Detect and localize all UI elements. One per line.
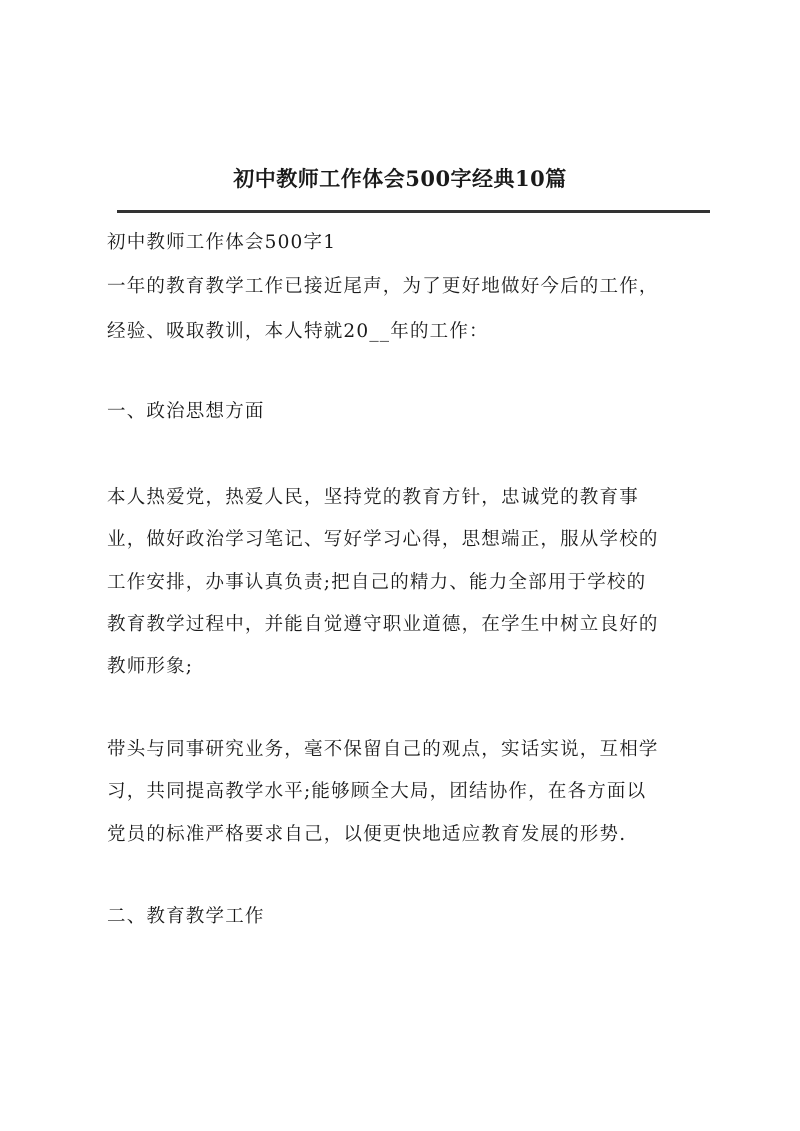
title-divider [117,210,710,213]
article-subtitle: 初中教师工作体会500字1 [107,232,337,253]
paragraph-line: 带头与同事研究业务，毫不保留自己的观点，实话实说，互相学 [107,739,659,760]
section-heading-politics: 一、政治思想方面 [107,401,265,422]
paragraph-line: 业，做好政治学习笔记、写好学习心得，思想端正，服从学校的 [107,529,659,550]
paragraph-line: 本人热爱党，热爱人民，坚持党的教育方针，忠诚党的教育事 [107,487,639,508]
intro-line: 一年的教育教学工作已接近尾声，为了更好地做好今后的工作， [107,276,659,297]
paragraph-line: 教师形象; [107,656,194,677]
intro-line: 经验、吸取教训，本人特就20__年的工作： [107,321,489,342]
paragraph-line: 教育教学过程中，并能自觉遵守职业道德，在学生中树立良好的 [107,614,659,635]
section-heading-teaching: 二、教育教学工作 [107,906,265,927]
paragraph-line: 工作安排，办事认真负责;把自己的精力、能力全部用于学校的 [107,572,647,593]
paragraph-line: 习，共同提高教学水平;能够顾全大局，团结协作，在各方面以 [107,781,647,802]
document-title: 初中教师工作体会500字经典10篇 [233,166,567,191]
paragraph-line: 党员的标准严格要求自己，以便更快地适应教育发展的形势. [107,824,627,845]
